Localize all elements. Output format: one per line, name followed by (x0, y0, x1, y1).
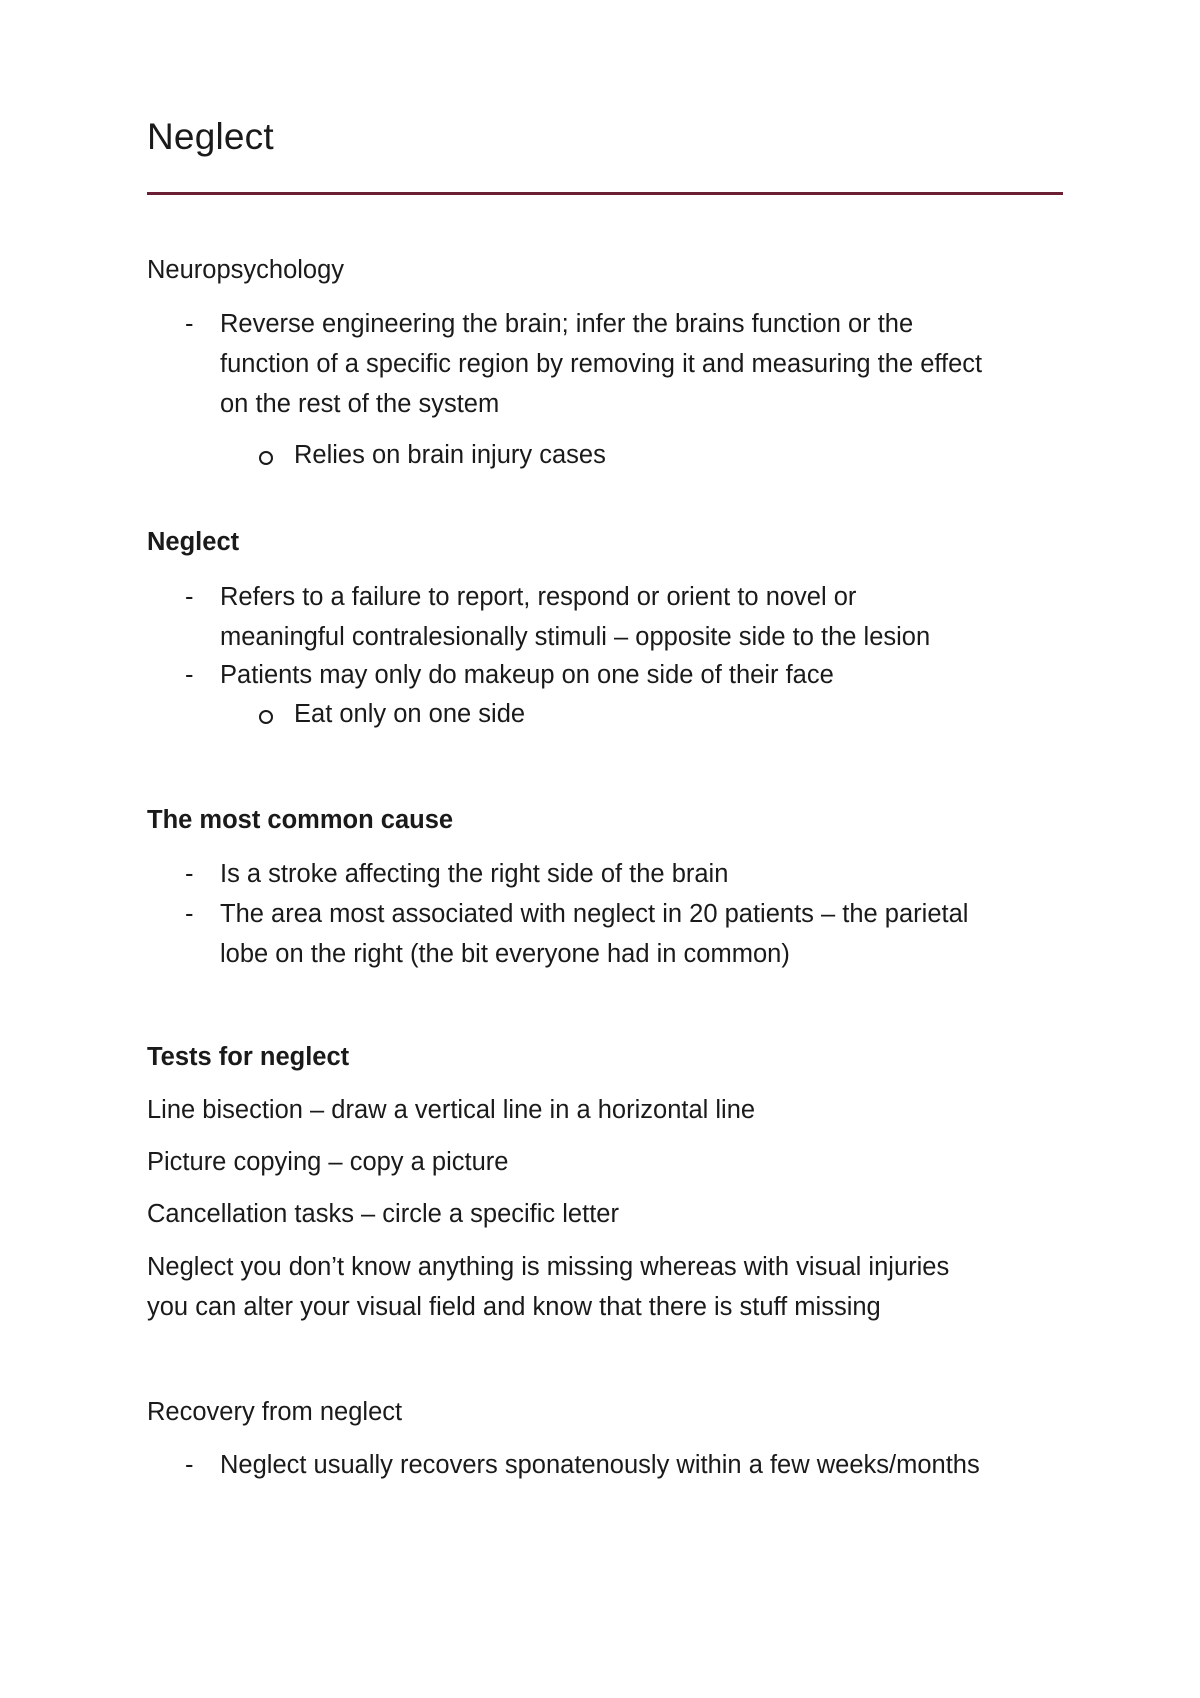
sub-bullet-text: Relies on brain injury cases (294, 441, 606, 469)
sub-bullet-text: Eat only on one side (294, 700, 526, 728)
bullet-dash: - (185, 661, 194, 689)
bullet-text: Neglect usually recovers sponatenously within a few weeks/months (220, 1451, 980, 1479)
bullet-text: meaningful contralesionally stimuli – opposite side to the lesion (220, 623, 931, 651)
page-title: Neglect (147, 116, 274, 157)
sub-bullet-circle-icon (259, 451, 273, 465)
bullet-text: Patients may only do makeup on one side of their face (220, 661, 834, 689)
bullet-dash: - (185, 1451, 194, 1479)
bullet-text: function of a specific region by removing it and measuring the effect (220, 350, 983, 378)
paragraph-line: Neglect you don’t know anything is missing whereas with visual injuries (147, 1253, 950, 1281)
section-heading-neglect: Neglect (147, 528, 240, 556)
bullet-text: on the rest of the system (220, 390, 500, 418)
section-heading-cause: The most common cause (147, 806, 454, 834)
paragraph-line: Picture copying – copy a picture (147, 1148, 509, 1176)
bullet-text: Is a stroke affecting the right side of the brain (220, 860, 729, 888)
paragraph-line: Line bisection – draw a vertical line in a horizontal line (147, 1096, 756, 1124)
bullet-dash: - (185, 583, 194, 611)
section-heading-tests: Tests for neglect (147, 1043, 350, 1071)
bullet-dash: - (185, 310, 194, 338)
title-underline (147, 192, 1063, 195)
paragraph-line: you can alter your visual field and know that there is stuff missing (147, 1293, 881, 1321)
section-heading-neuropsychology: Neuropsychology (147, 256, 345, 284)
bullet-text: Refers to a failure to report, respond or orient to novel or (220, 583, 857, 611)
sub-bullet-circle-icon (259, 710, 273, 724)
bullet-dash: - (185, 860, 194, 888)
bullet-text: The area most associated with neglect in 20 patients – the parietal (220, 900, 969, 928)
paragraph-line: Cancellation tasks – circle a specific letter (147, 1200, 619, 1228)
section-heading-recovery: Recovery from neglect (147, 1398, 403, 1426)
bullet-text: lobe on the right (the bit everyone had in common) (220, 940, 790, 968)
bullet-dash: - (185, 900, 194, 928)
bullet-text: Reverse engineering the brain; infer the brains function or the (220, 310, 914, 338)
